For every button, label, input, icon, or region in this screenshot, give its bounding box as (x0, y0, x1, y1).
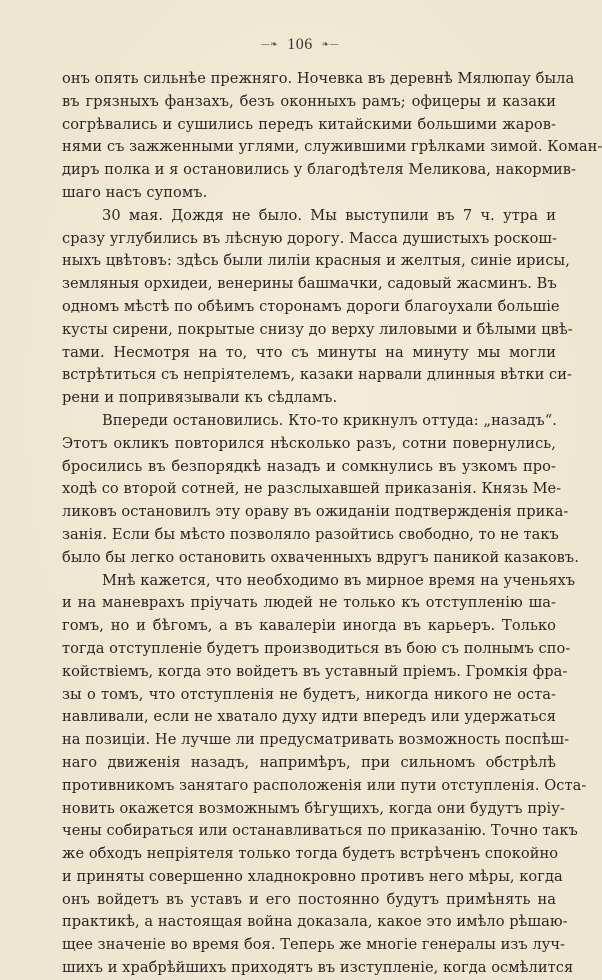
text-line: гомъ, но и бѣгомъ, а въ кавалерiи иногда въ карьеръ. Только (62, 617, 556, 635)
text-line: шихъ и храбрѣйшихъ приходятъ въ изступленiе, когда осмѣлится (62, 959, 574, 977)
page-number: 106 (287, 36, 313, 53)
text-line: шаго насъ супомъ. (62, 183, 208, 201)
text-line: земляныя орхидеи, венерины башмачки, садовый жасминъ. Въ (62, 275, 557, 293)
text-line: диръ полка и я остановились у благодѣтеля Меликова, накормив- (62, 161, 577, 179)
text-line: навливали, если не хватало духу идти впередъ или удержаться (62, 708, 556, 726)
text-line: онъ войдетъ въ уставъ и его постоянно будутъ примѣнять на (62, 890, 556, 908)
text-line: ходѣ со второй сотней, не разслыхавшей приказанiя. Князь Ме- (62, 480, 562, 498)
text-line: тами. Несмотря на то, что съ минуты на минуту мы могли (62, 343, 556, 361)
text-line: щее значенiе во время боя. Теперь же многiе генералы изъ луч- (62, 936, 566, 954)
text-line: чены собираться или останавливаться по приказанiю. Точно такъ (62, 822, 578, 840)
page-body-text (62, 68, 602, 980)
paragraph (62, 570, 587, 980)
text-line: согрѣвались и сушились передъ китайскими большими жаров- (62, 115, 556, 133)
text-line: 30 мая. Дождя не было. Мы выступили въ 7 ч. утра и (102, 206, 556, 224)
text-line: зы о томъ, что отступленiя не будетъ, никогда никого не оста- (62, 685, 556, 703)
text-line: койствiемъ, когда это войдетъ въ уставный прiемъ. Громкiя фра- (62, 662, 568, 680)
text-line: было бы легко остановить охваченныхъ вдругъ паникой казаковъ. (62, 548, 579, 566)
text-line: тогда отступленiе будетъ производиться въ бою съ полнымъ спо- (62, 639, 571, 657)
text-line: онъ опять сильнѣе прежняго. Ночевка въ деревнѣ Мялюпау была (62, 70, 575, 87)
text-line: ликовъ остановилъ эту ораву въ ожиданiи подтвержденiя прика- (62, 503, 569, 521)
text-line: противникомъ занятаго расположенiя или пути отступленiя. Оста- (62, 776, 587, 794)
text-line: на позицiи. Не лучше ли предусматривать возможность поспѣш- (62, 731, 570, 749)
ornament-right: ❧— (321, 40, 340, 50)
text-line: ныхъ цвѣтовъ: здѣсь были лилiи красныя и желтыя, синiе ирисы, (62, 252, 570, 270)
text-line: новить окажется возможнымъ бѣгущихъ, когда они будутъ прiу- (62, 799, 565, 817)
text-line: наго движенiя назадъ, напримѣръ, при сильномъ обстрѣлѣ (62, 753, 556, 771)
text-line: же обходъ непрiятеля только тогда будетъ встрѣченъ спокойно (62, 845, 559, 863)
text-line: встрѣтиться съ непрiятелемъ, казаки нарвали длинныя вѣтки си- (62, 366, 573, 384)
text-line: и приняты совершенно хладнокровно противъ него мѣры, когда (62, 867, 563, 885)
text-line: кусты сирени, покрытые снизу до верху лиловыми и бѣлыми цвѣ- (62, 320, 573, 338)
text-line: сразу углубились въ лѣсную дорогу. Масса душистыхъ роскош- (62, 229, 558, 247)
page-number-header (0, 36, 600, 54)
paragraph (62, 205, 573, 410)
paragraph (62, 410, 579, 570)
text-line: одномъ мѣстѣ по обѣимъ сторонамъ дороги благоухали большiе (62, 297, 560, 315)
text-line: и на маневрахъ прiучать людей не только къ отступленiю ша- (62, 594, 556, 612)
text-line: Этотъ окликъ повторился нѣсколько разъ, сотни повернулись, (62, 434, 556, 452)
text-line: въ грязныхъ фанзахъ, безъ оконныхъ рамъ; офицеры и казаки (62, 92, 556, 110)
text-line: рени и попривязывали къ сѣдламъ. (62, 389, 338, 407)
text-line: нями съ зажженными углями, служившими грѣлками зимой. Коман- (62, 138, 602, 156)
ornament-left: —❧ (260, 40, 279, 50)
text-line: бросились въ безпорядкѣ назадъ и сомкнулись въ узкомъ про- (62, 457, 556, 475)
paragraph (62, 68, 602, 205)
text-line: Впереди остановились. Кто-то крикнулъ оттуда: „назадъ“. (102, 411, 557, 429)
text-line: практикѣ, а настоящая война доказала, какое это имѣло рѣшаю- (62, 913, 568, 931)
text-line: занiя. Если бы мѣсто позволяло разойтись свободно, то не такъ (62, 525, 559, 543)
text-line: Мнѣ кажется, что необходимо въ мирное время на ученьяхъ (102, 571, 576, 589)
